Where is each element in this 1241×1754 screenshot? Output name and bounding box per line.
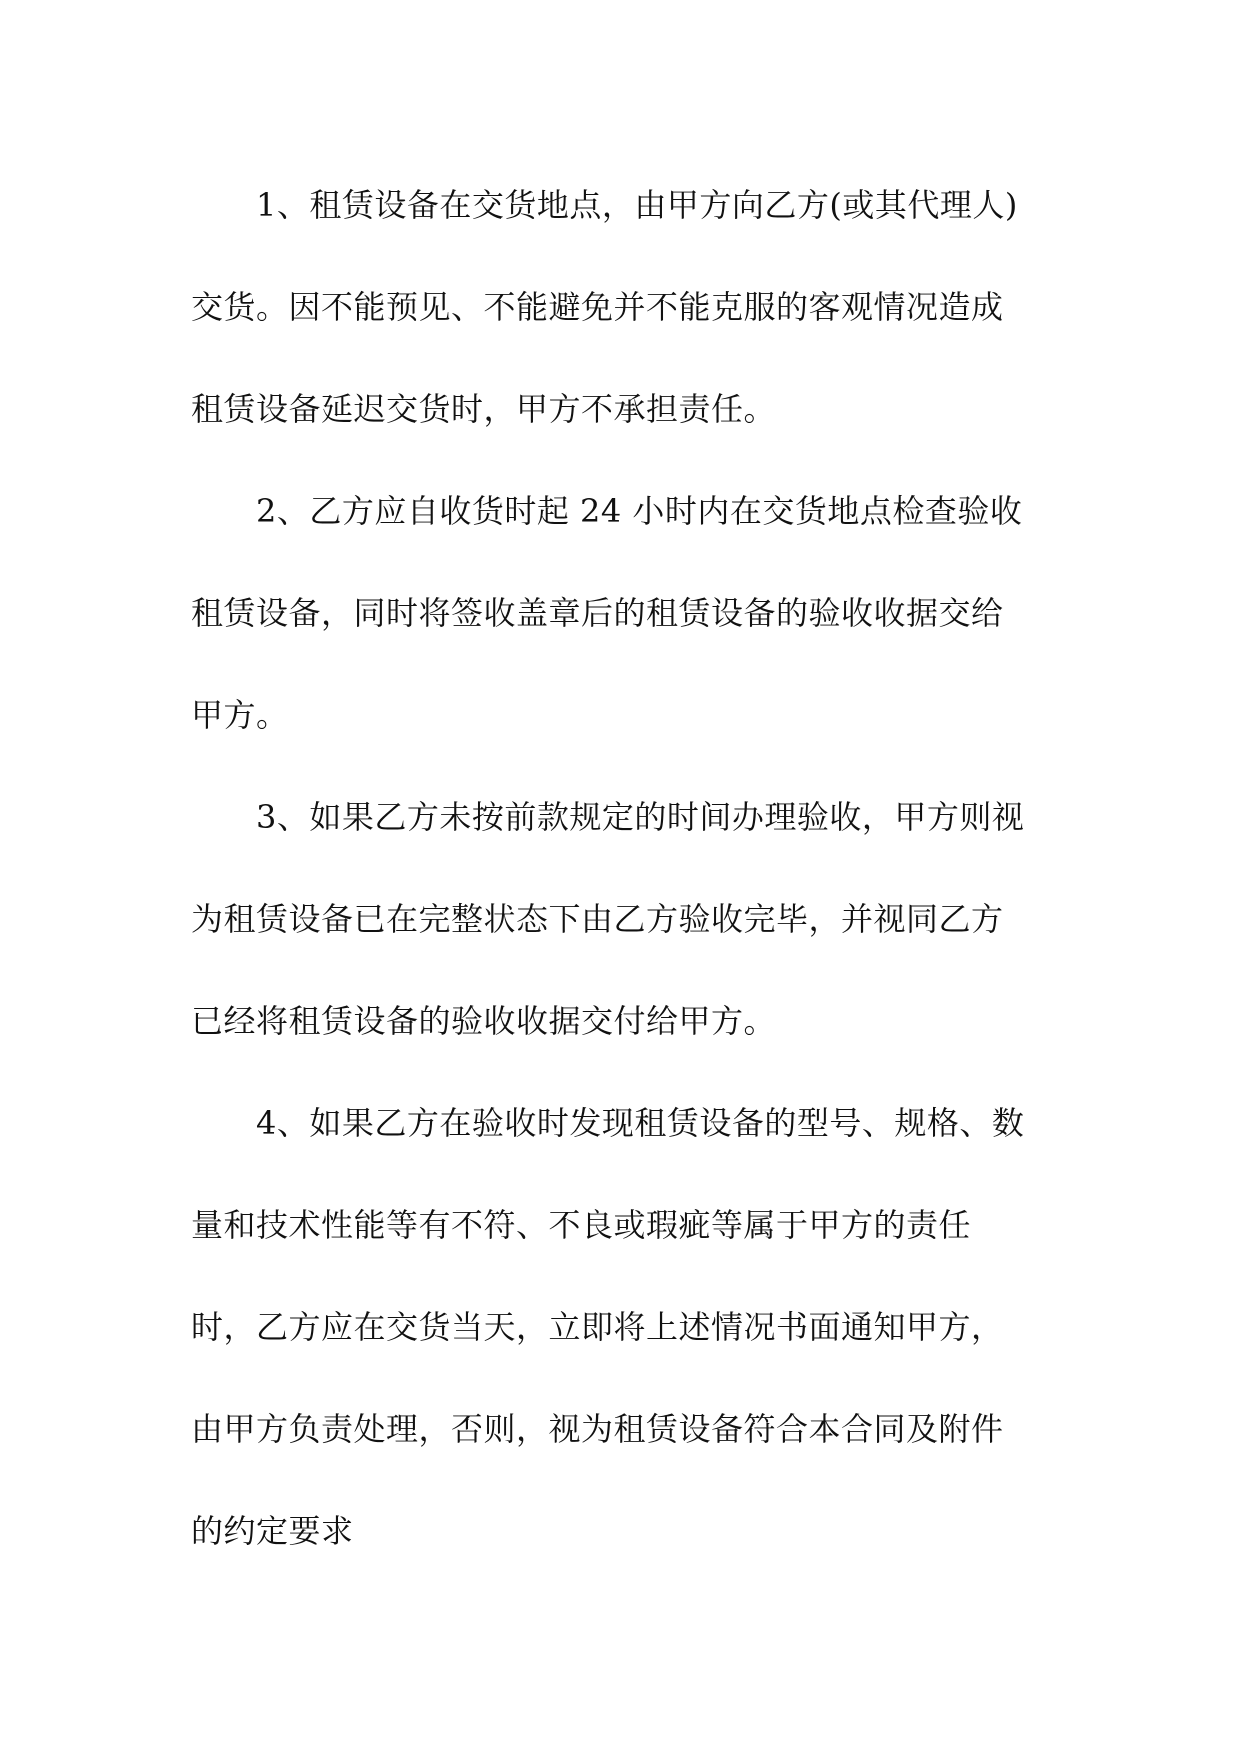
paragraph-3 (191, 782, 1071, 1088)
text-line: 3、如果乙方未按前款规定的时间办理验收，甲方则视 (191, 798, 1025, 836)
text-line: 量和技术性能等有不符、不良或瑕疵等属于甲方的责任 (191, 1206, 972, 1244)
text-line: 交货。因不能预见、不能避免并不能克服的客观情况造成 (191, 288, 1004, 326)
text-line: 租赁设备，同时将签收盖章后的租赁设备的验收收据交给 (191, 594, 1004, 632)
text-line: 2、乙方应自收货时起 24 小时内在交货地点检查验收 (191, 492, 1023, 530)
text-line: 1、租赁设备在交货地点，由甲方向乙方(或其代理人) (191, 186, 1018, 224)
text-line: 时，乙方应在交货当天，立即将上述情况书面通知甲方， (191, 1308, 1004, 1346)
document-body (191, 170, 1071, 1598)
paragraph-1 (191, 170, 1071, 476)
text-line: 由甲方负责处理，否则，视为租赁设备符合本合同及附件 (191, 1410, 1004, 1448)
paragraph-4 (191, 1088, 1071, 1598)
text-line: 甲方。 (191, 696, 289, 734)
text-line: 的约定要求 (191, 1512, 354, 1550)
text-line: 为租赁设备已在完整状态下由乙方验收完毕，并视同乙方 (191, 900, 1004, 938)
text-line: 租赁设备延迟交货时，甲方不承担责任。 (191, 390, 777, 428)
paragraph-2 (191, 476, 1071, 782)
text-line: 4、如果乙方在验收时发现租赁设备的型号、规格、数 (191, 1104, 1025, 1142)
text-line: 已经将租赁设备的验收收据交付给甲方。 (191, 1002, 777, 1040)
